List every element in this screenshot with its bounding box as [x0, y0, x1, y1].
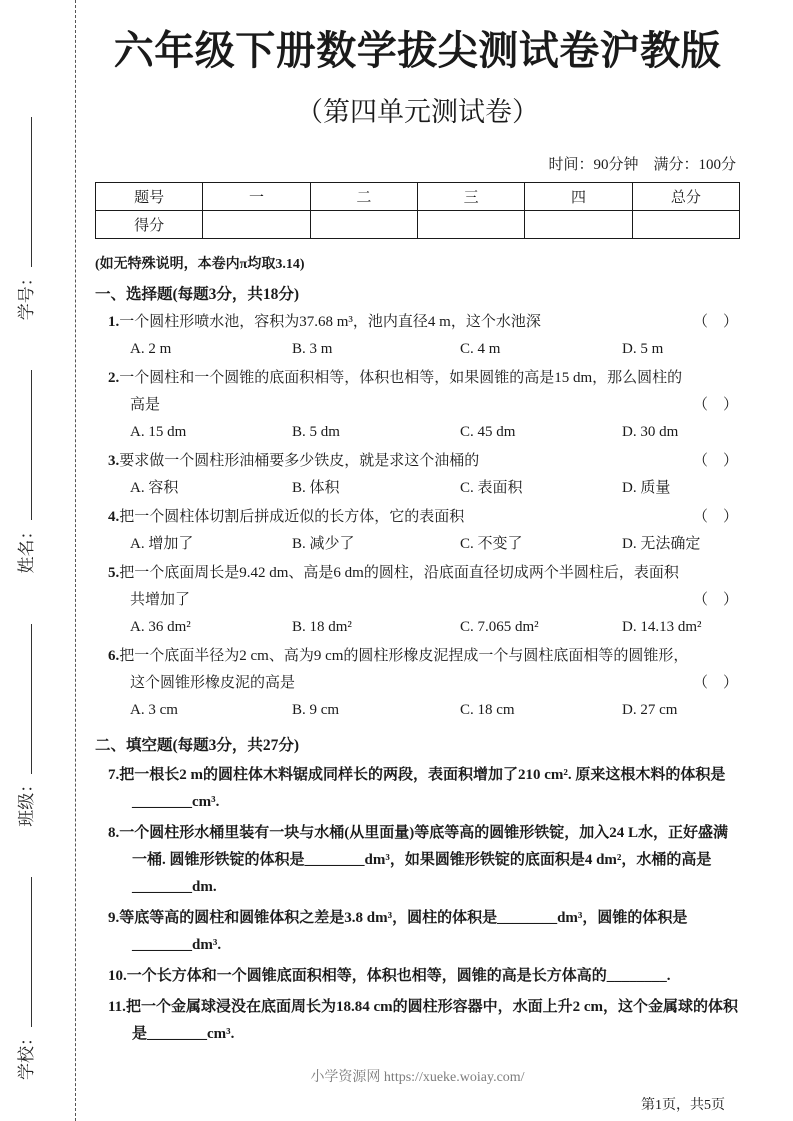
pi-note: (如无特殊说明，本卷内π均取3.14): [95, 257, 305, 272]
score-empty-cell: [417, 211, 524, 239]
option-c: C. 7.065 dm²: [460, 619, 539, 635]
page-title: 六年级下册数学拔尖测试卷沪教版: [113, 28, 722, 73]
question-1-stem: [108, 309, 740, 336]
question-number: 9.: [108, 910, 120, 926]
footer-source: 小学资源网 https://xueke.woiay.com/: [310, 1070, 525, 1085]
score-table-header-cell: 总分: [632, 183, 739, 211]
option-d: D. 27 cm: [622, 702, 678, 718]
question-6: [108, 643, 740, 724]
question-3-options: [108, 475, 740, 502]
question-6-stem: [108, 643, 740, 697]
option-b: B. 5 dm: [292, 424, 340, 440]
question-3: [108, 448, 740, 502]
question-number: 6.: [108, 648, 120, 664]
option-b: B. 3 m: [292, 341, 333, 357]
question-text: 把一个底面周长是9.42 dm、高是6 dm的圆柱，沿底面直径切成两个半圆柱后，表面积共增加了: [119, 565, 679, 608]
score-empty-cell: [310, 211, 417, 239]
option-a: A. 36 dm²: [130, 619, 191, 635]
exam-time-score-info: 时间：90分钟 满分：100分: [548, 157, 736, 173]
question-7: [108, 762, 740, 816]
option-d: D. 14.13 dm²: [622, 619, 702, 635]
seal-field-number: [17, 117, 36, 320]
option-c: C. 表面积: [460, 480, 523, 496]
question-2-stem: [108, 365, 740, 419]
student-number-label: 学号：: [17, 269, 36, 321]
class-blank-line: [14, 624, 32, 774]
option-a: A. 容积: [130, 480, 179, 496]
question-text: 一个长方体和一个圆锥底面积相等，体积也相等，圆锥的高是长方体高的________.: [126, 968, 671, 984]
question-5: [108, 560, 740, 641]
section2-heading: 二、填空题(每题3分，共27分): [95, 737, 300, 754]
question-5-options: [108, 614, 740, 641]
option-c: C. 45 dm: [460, 424, 516, 440]
score-table-header-cell: 二: [310, 183, 417, 211]
question-5-stem: [108, 560, 740, 614]
question-10: [108, 963, 740, 990]
question-text: 把一个金属球浸没在底面周长为18.84 cm的圆柱形容器中，水面上升2 cm，这个金属球的体积是________cm³.: [125, 999, 738, 1042]
question-number: 8.: [108, 825, 120, 841]
question-number: 2.: [108, 370, 120, 386]
option-d: D. 无法确定: [622, 536, 701, 552]
option-d: D. 质量: [622, 480, 671, 496]
score-empty-cell: [203, 211, 310, 239]
option-b: B. 18 dm²: [292, 619, 352, 635]
section1-heading: 一、选择题(每题3分，共18分): [95, 286, 300, 303]
score-label-cell: 得分: [96, 211, 203, 239]
answer-bracket: （ ）: [692, 509, 738, 525]
score-empty-cell: [632, 211, 739, 239]
option-c: C. 4 m: [460, 341, 501, 357]
question-text: 一个圆柱和一个圆锥的底面积相等，体积也相等，如果圆锥的高是15 dm，那么圆柱的高是: [119, 370, 683, 413]
question-number: 10.: [108, 968, 127, 984]
seal-field-class: [17, 624, 36, 827]
fill-questions: [108, 762, 740, 1048]
seal-margin: [12, 50, 37, 1080]
question-4-stem: [108, 504, 740, 531]
page-indicator: 第1页，共5页: [641, 1098, 725, 1113]
answer-bracket: （ ）: [692, 314, 738, 330]
score-table-header-cell: 四: [525, 183, 632, 211]
page-subtitle: （第四单元测试卷）: [296, 97, 539, 127]
option-b: B. 减少了: [292, 536, 355, 552]
question-8: [108, 820, 740, 901]
score-table-header-cell: 一: [203, 183, 310, 211]
question-text: 把一个底面半径为2 cm、高为9 cm的圆柱形橡皮泥捏成一个与圆柱底面相等的圆锥形，这个圆锥形橡皮泥的高是: [119, 648, 689, 691]
question-number: 4.: [108, 509, 120, 525]
option-c: C. 不变了: [460, 536, 523, 552]
main-content: [95, 0, 740, 1048]
question-number: 7.: [108, 767, 120, 783]
question-6-options: [108, 697, 740, 724]
answer-bracket: （ ）: [692, 397, 738, 413]
question-4: [108, 504, 740, 558]
score-table: [95, 182, 740, 239]
question-text: 一个圆柱形喷水池，容积为37.68 m³，池内直径4 m，这个水池深: [119, 314, 541, 330]
seal-field-school: [17, 877, 36, 1080]
question-2-options: [108, 419, 740, 446]
option-d: D. 5 m: [622, 341, 664, 357]
seal-field-name: [17, 371, 36, 574]
option-b: B. 体积: [292, 480, 340, 496]
question-number: 3.: [108, 453, 120, 469]
option-a: A. 增加了: [130, 536, 194, 552]
score-table-header-cell: 三: [417, 183, 524, 211]
question-text: 要求做一个圆柱形油桶要多少铁皮，就是求这个油桶的: [119, 453, 480, 469]
question-11: [108, 994, 740, 1048]
school-blank-line: [14, 877, 32, 1027]
score-table-score-row: [96, 211, 740, 239]
question-number: 1.: [108, 314, 120, 330]
choice-questions: [108, 309, 740, 724]
school-label: 学校：: [17, 1029, 36, 1080]
option-a: A. 2 m: [130, 341, 172, 357]
question-text: 把一个圆柱体切割后拼成近似的长方体，它的表面积: [119, 509, 465, 525]
class-label: 班级：: [17, 775, 36, 827]
question-text: 把一根长2 m的圆柱体木料锯成同样长的两段，表面积增加了210 cm². 原来这根木料的体积是________cm³.: [119, 767, 726, 810]
option-d: D. 30 dm: [622, 424, 679, 440]
question-text: 一个圆柱形水桶里装有一块与水桶(从里面量)等底等高的圆锥形铁锭，加入24 L水，正好盛满一桶. 圆锥形铁锭的体积是________dm³，如果圆锥形铁锭的底面积是4 dm²，水桶的高是________dm.: [119, 825, 728, 895]
score-table-header-row: [96, 183, 740, 211]
question-number: 5.: [108, 565, 120, 581]
question-1: [108, 309, 740, 363]
question-3-stem: [108, 448, 740, 475]
name-blank-line: [14, 371, 32, 521]
option-b: B. 9 cm: [292, 702, 340, 718]
question-number: 11.: [108, 999, 126, 1015]
question-1-options: [108, 336, 740, 363]
option-a: A. 15 dm: [130, 424, 187, 440]
answer-bracket: （ ）: [692, 453, 738, 469]
answer-bracket: （ ）: [692, 592, 738, 608]
question-9: [108, 905, 740, 959]
answer-bracket: （ ）: [692, 675, 738, 691]
score-table-header-cell: 题号: [96, 183, 203, 211]
seal-fold-line: [75, 0, 76, 1121]
student-number-blank-line: [14, 117, 32, 267]
question-text: 等底等高的圆柱和圆锥体积之差是3.8 dm³，圆柱的体积是________dm³，圆锥的体积是________dm³.: [119, 910, 688, 953]
option-c: C. 18 cm: [460, 702, 515, 718]
score-empty-cell: [525, 211, 632, 239]
question-2: [108, 365, 740, 446]
name-label: 姓名：: [17, 522, 36, 574]
option-a: A. 3 cm: [130, 702, 178, 718]
question-4-options: [108, 531, 740, 558]
